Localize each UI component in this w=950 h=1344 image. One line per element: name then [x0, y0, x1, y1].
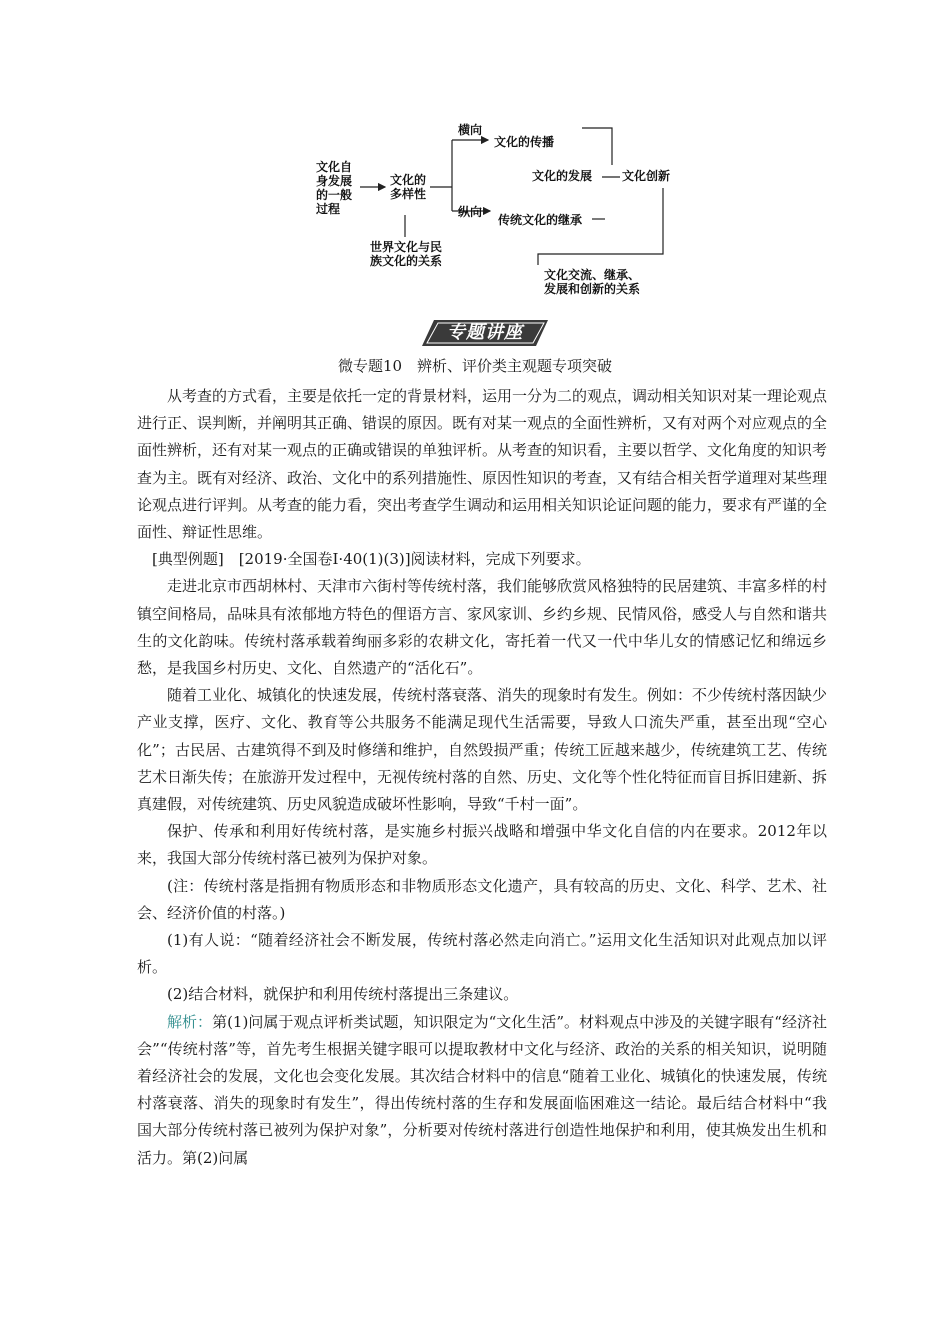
material-paragraph-3: 保护、传承和利用好传统村落，是实施乡村振兴战略和增强中华文化自信的内在要求。2012年以来，我国大部分传统村落已被列为保护对象。 — [137, 822, 827, 868]
question-1: (1)有人说：“随着经济社会不断发展，传统村落必然走向消亡。”运用文化生活知识对此观点加以评析。 — [137, 931, 827, 977]
material-paragraph-1: 走进北京市西胡林村、天津市六街村等传统村落，我们能够欣赏风格独特的民居建筑、丰富多样的村镇空间格局，品味具有浓郁地方特色的俚语方言、家风家训、乡约乡规、民情风俗，感受人与自然和谐共生的文化韵味。传统村落承载着绚丽多彩的农耕文化，寄托着一代又一代中华儿女的情感记忆和绵远乡愁，是我国乡村历史、文化、自然遗产的“活化石”。 — [137, 577, 828, 678]
general-process-node: 文化自 身发展 的一般 过程 — [316, 160, 353, 216]
cultural-development-node: 文化的发展 — [532, 169, 593, 183]
analysis-text: 第(1)问属于观点评析类试题，知识限定为“文化生活”。材料观点中涉及的关键字眼有“经济社会”“传统村落”等，首先考生根据关键字眼可以提取教材中文化与经济、政治的关系的相关知识，说明随着经济社会的发展，文化也会变化发展。其次结合材料中的信息“随着工业化、城镇化的快速发展，传统村落衰落、消失的现象时有发生”，得出传统村落的生存和发展面临困难这一结论。最后结合材料中“我国大部分传统村落已被列为保护对象”，分析要对传统村落进行创造性地保护和利用，使其焕发出生机和活力。第(2)问属 — [137, 1012, 827, 1167]
question-2: (2)结合材料，就保护和利用传统村落提出三条建议。 — [167, 985, 519, 1004]
knowledge-diagram — [300, 115, 720, 305]
world-national-culture-node: 世界文化与民 族文化的关系 — [370, 240, 443, 268]
document-body — [137, 383, 827, 1172]
intro-paragraph: 从考查的方式看，主要是依托一定的背景材料，运用一分为二的观点，调动相关知识对某一理论观点进行正、误判断，并阐明其正确、错误的原因。既有对某一观点的全面性辨析，又有对两个对应观点的全面性辨析，还有对某一观点的正确或错误的单独评析。从考查的知识看，主要以哲学、文化角度的知识考查为主。既有对经济、政治、文化中的系列措施性、原因性知识的考查，又有结合相关哲学道理对某些理论观点进行评判。从考查的能力看，突出考查学生调动和运用相关知识论证问题的能力，要求有严谨的全面性、辩证性思维。 — [137, 387, 828, 542]
cultural-innovation-node: 文化创新 — [622, 169, 671, 183]
cultural-diversity-node: 文化的 多样性 — [390, 173, 427, 201]
material-paragraph-2: 随着工业化、城镇化的快速发展，传统村落衰落、消失的现象时有发生。例如：不少传统村落因缺少产业支撑，医疗、文化、教育等公共服务不能满足现代生活需要，导致人口流失严重，甚至出现“空心化”；古民居、古建筑得不到及时修缮和维护，自然毁损严重；传统工匠越来越少，传统建筑工艺、传统艺术日渐失传；在旅游开发过程中，无视传统村落的自然、历史、文化等个性化特征而盲目拆旧建新、拆真建假，对传统建筑、历史风貌造成破坏性影响，导致“千村一面”。 — [137, 686, 828, 814]
example-header: [典型例题] [2019·全国卷Ⅰ·40(1)(3)]阅读材料，完成下列要求。 — [152, 550, 591, 569]
analysis-paragraph — [137, 1009, 827, 1172]
banner-label: 专题讲座 — [447, 322, 523, 343]
note-paragraph: (注：传统村落是指拥有物质形态和非物质形态文化遗产，具有较高的历史、文化、科学、艺术、社会、经济价值的村落。) — [137, 876, 827, 922]
cultural-relations-node: 文化交流、继承、 发展和创新的关系 — [544, 268, 641, 296]
horizontal-label: 横向 — [458, 123, 483, 137]
analysis-label: 解析： — [167, 1012, 213, 1031]
section-banner — [420, 318, 550, 348]
section-title: 微专题10 辨析、评价类主观题专项突破 — [337, 357, 613, 375]
traditional-inheritance-node: 传统文化的继承 — [498, 213, 583, 227]
vertical-label: 纵向 — [458, 205, 483, 219]
cultural-spread-node: 文化的传播 — [494, 135, 555, 149]
